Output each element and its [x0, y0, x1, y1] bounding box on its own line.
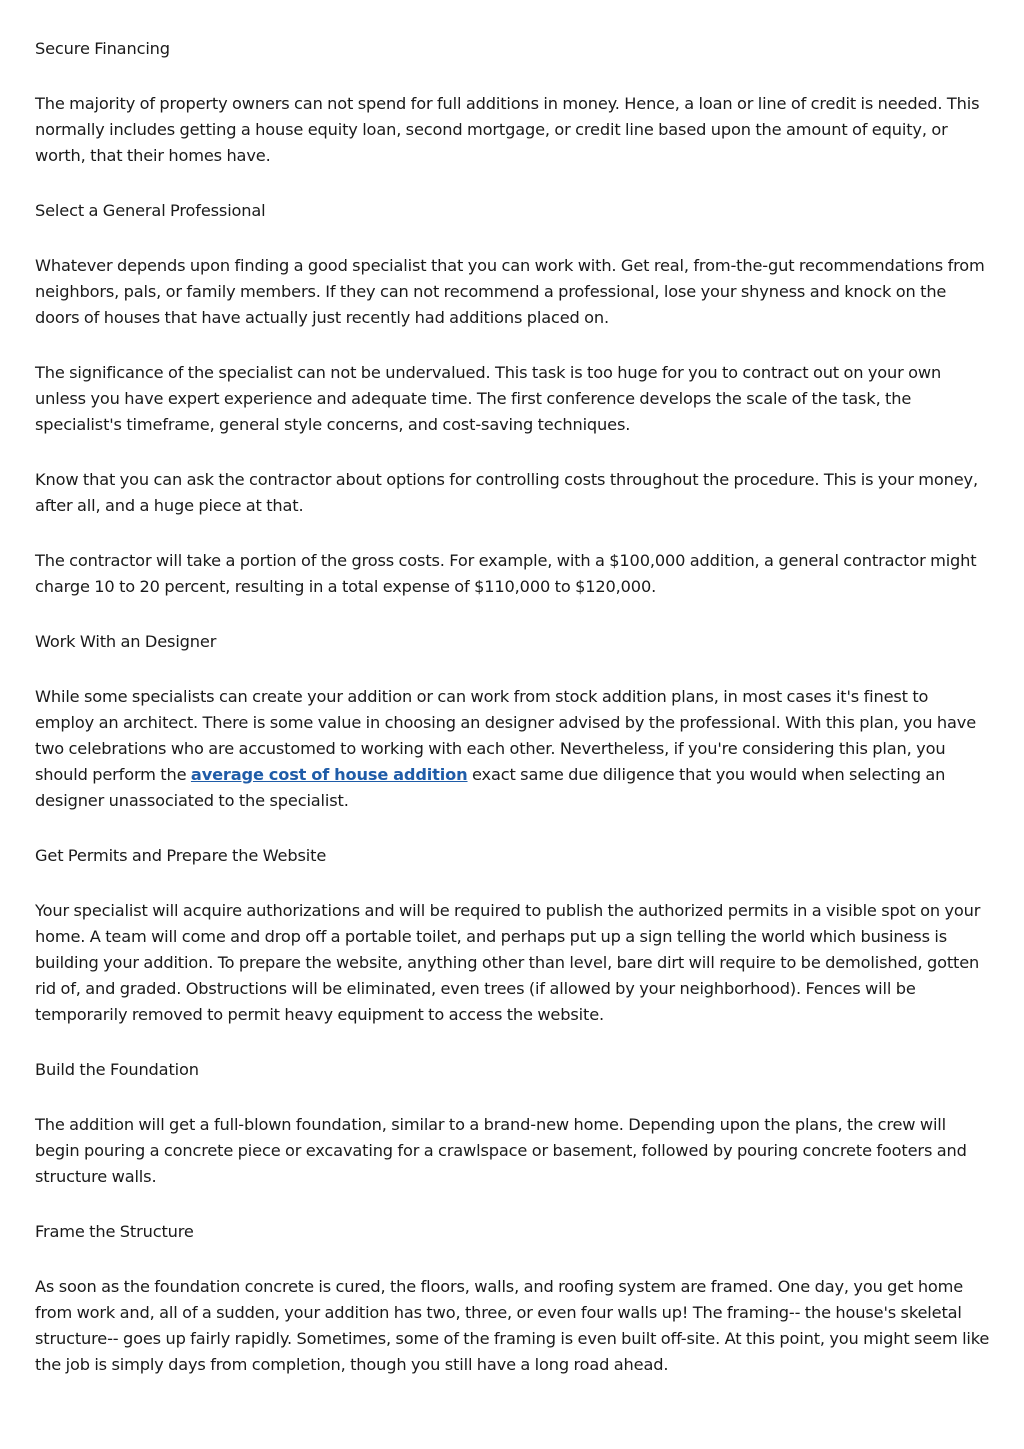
heading-foundation: Build the Foundation: [35, 1060, 199, 1079]
paragraph-financing: The majority of property owners can not spend for full additions in money. Hence, a loan or line of credit is needed. This normally includes getting a house equity loan, second mortgage, or credit line based upon the amount of equity, or worth, that their homes have.: [35, 94, 980, 165]
paragraph-controlling-costs: Know that you can ask the contractor about options for controlling costs throughout the procedure. This is your money, after all, and a huge piece at that.: [35, 470, 978, 515]
paragraph-architect: [35, 684, 990, 814]
average-cost-link[interactable]: average cost of house addition: [190, 765, 468, 784]
paragraph-foundation: The addition will get a full-blown foundation, similar to a brand-new home. Depending upon the plans, the crew will begin pouring a concrete piece or excavating for a crawlspace or basement, followed by pouring concrete footers and structure walls.: [35, 1115, 967, 1186]
heading-work-with-designer: Work With an Designer: [35, 632, 217, 651]
paragraph-contractor-portion: The contractor will take a portion of the gross costs. For example, with a $100,000 addition, a general contractor might charge 10 to 20 percent, resulting in a total expense of $110,000 to $120,000.: [35, 551, 977, 596]
paragraph-specialist-significance: The significance of the specialist can not be undervalued. This task is too huge for you to contract out on your own unless you have expert experience and adequate time. The first conference develops the scale of the task, the specialist's timeframe, general style concerns, and cost-saving techniques.: [35, 363, 942, 434]
paragraph-finding-specialist: Whatever depends upon finding a good specialist that you can work with. Get real, from-the-gut recommendations from neighbors, pals, or family members. If they can not recommend a professional, lose your shyness and knock on the doors of houses that have actually just recently had additions placed on.: [35, 256, 985, 327]
paragraph-architect-text-after: exact same due diligence that you would when selecting an designer unassociated to the specialist.: [35, 765, 946, 810]
paragraph-permits: Your specialist will acquire authorizations and will be required to publish the authorized permits in a visible spot on your home. A team will come and drop off a portable toilet, and perhaps put up a sign telling the world which business is building your addition. To prepare the website, anything other than level, bare dirt will require to be demolished, gotten rid of, and graded. Obstructions will be eliminated, even trees (if allowed by your neighborhood). Fences will be temporarily removed to permit heavy equipment to access the website.: [35, 901, 981, 1024]
heading-frame-structure: Frame the Structure: [35, 1222, 194, 1241]
paragraph-architect-text-before: While some specialists can create your addition or can work from stock addition plans, in most cases it's finest to employ an architect. There is some value in choosing an designer advised by the professional. With this plan, you have two celebrations who are accustomed to working with each other. Nevertheless, if you're considering this plan, you should perform the: [35, 687, 976, 784]
heading-permits: Get Permits and Prepare the Website: [35, 846, 327, 865]
heading-secure-financing: Secure Financing: [35, 39, 170, 58]
document-page: [35, 36, 990, 1407]
heading-select-professional: Select a General Professional: [35, 201, 266, 220]
paragraph-framing: As soon as the foundation concrete is cured, the floors, walls, and roofing system are framed. One day, you get home from work and, all of a sudden, your addition has two, three, or even four walls up! The framing-- the house's skeletal structure-- goes up fairly rapidly. Sometimes, some of the framing is even built off-site. At this point, you might seem like the job is simply days from completion, though you still have a long road ahead.: [35, 1277, 990, 1374]
